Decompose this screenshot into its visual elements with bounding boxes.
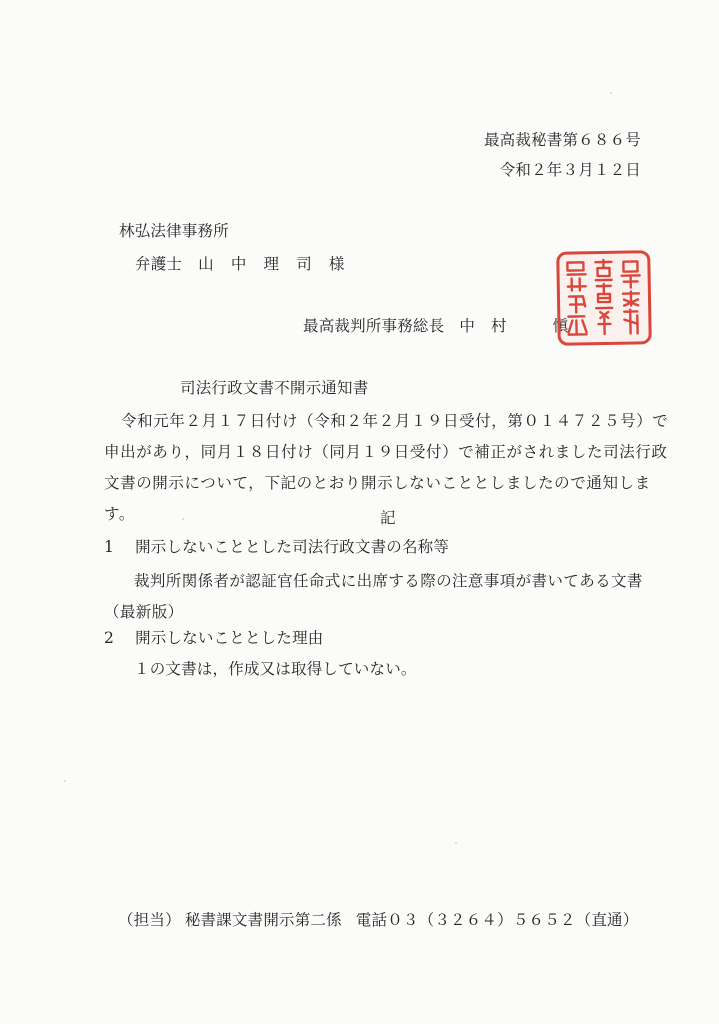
- addressee-name-char: 中: [230, 255, 247, 273]
- contact-phone-label: 電話: [355, 911, 388, 929]
- addressee-person: [135, 254, 345, 274]
- item-1-number: 1: [104, 538, 115, 556]
- addressee-firm: 林弘法律事務所: [119, 222, 229, 240]
- sender-surname-char: 村: [491, 317, 507, 335]
- scan-speck: [182, 518, 184, 520]
- addressee-name-char: 山: [198, 255, 214, 273]
- contact-phone: ０３（３２６４）５６５２: [387, 911, 576, 929]
- scan-speck: [610, 92, 612, 94]
- document-number: 最高裁秘書第６８６号: [483, 131, 641, 149]
- addressee-title: 弁護士: [135, 255, 183, 273]
- contact-info: [118, 910, 638, 930]
- scan-speck: [455, 842, 457, 844]
- contact-note: （直通）: [575, 911, 639, 929]
- sender-surname-char: 中: [459, 317, 476, 335]
- sender: [303, 316, 568, 336]
- contact-section: 秘書課文書開示第二係: [184, 911, 342, 929]
- notice-body: 令和元年２月１７日付け（令和２年２月１９日受付，第０１４７２５号）で申出があり，同月１８日付け（同月１９日受付）で補正がされました司法行政文書の開示について，下記のとおり開示しないこととしましたので通知します。: [104, 412, 669, 523]
- item-2-number: 2: [104, 629, 115, 647]
- official-seal: [556, 250, 652, 346]
- document-date: 令和２年３月１２日: [499, 161, 641, 179]
- scan-speck: [64, 780, 66, 782]
- notice-title: 司法行政文書不開示通知書: [180, 379, 369, 397]
- item-2-content: １の文書は，作成又は取得していない。: [134, 660, 417, 678]
- item-1-content: 裁判所関係者が認証官任命式に出席する際の注意事項が書いてある文書（最新版）: [104, 572, 643, 621]
- sender-position: 最高裁判所事務総長: [303, 317, 445, 335]
- item-1-heading: [104, 537, 449, 557]
- addressee-honorific: 様: [328, 255, 345, 273]
- item-2-heading: [104, 628, 323, 648]
- ki-heading: 記: [380, 509, 396, 527]
- seal-glyphs: [559, 253, 649, 343]
- sender-given-name: 愼: [552, 317, 569, 335]
- addressee-name-char: 理: [263, 255, 280, 273]
- addressee-name-char: 司: [296, 255, 312, 273]
- contact-label: （担当）: [118, 911, 181, 929]
- item-1-heading-text: 開示しないこととした司法行政文書の名称等: [135, 538, 450, 556]
- item-2-heading-text: 開示しないこととした理由: [135, 629, 324, 647]
